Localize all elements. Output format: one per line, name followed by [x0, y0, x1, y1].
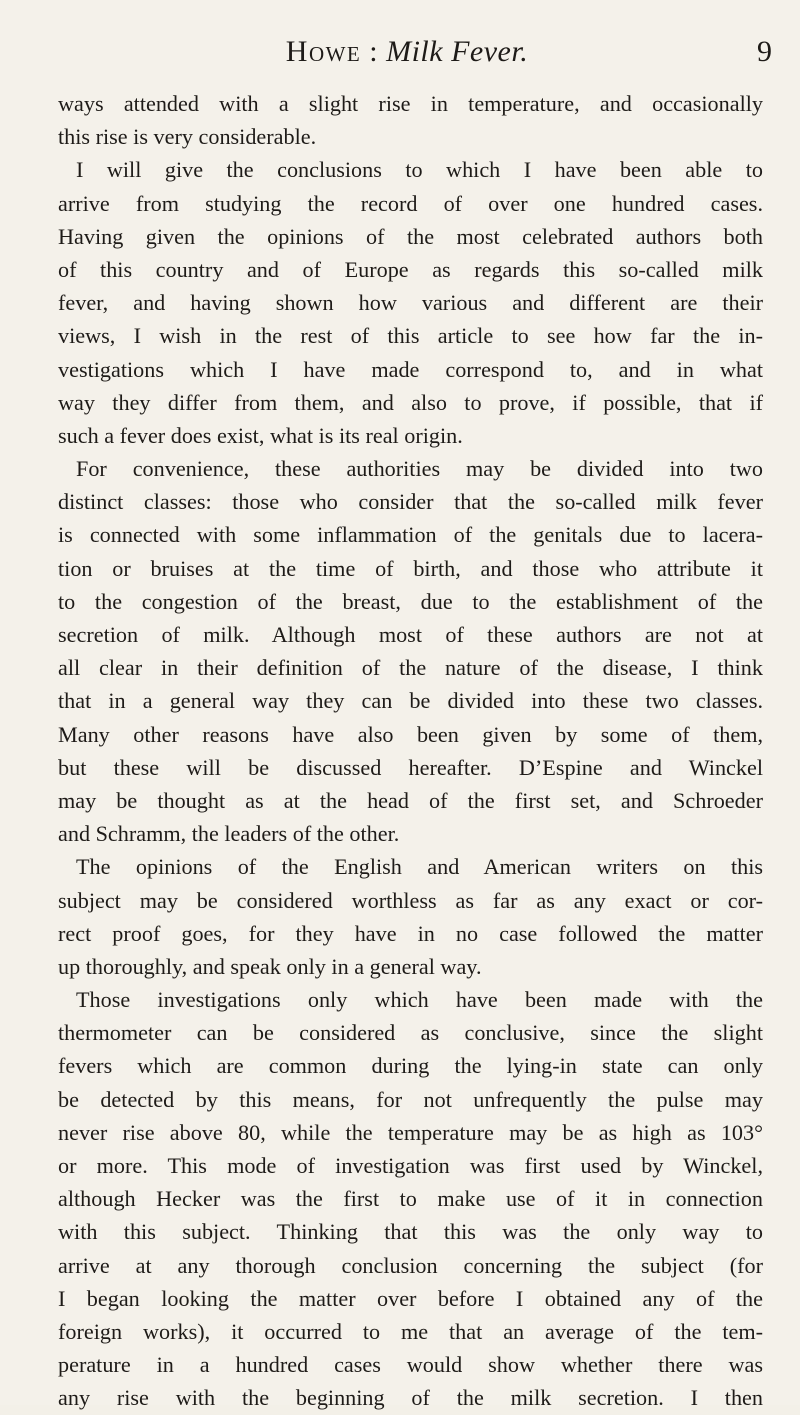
- text-line: Many other reasons have also been given by some of them,: [58, 721, 763, 747]
- text-line: The opinions of the English and American writers on this: [76, 854, 763, 880]
- text-line: thermometer can be considered as conclusive, since the slight: [58, 1020, 763, 1046]
- text-line: such a fever does exist, what is its real origin.: [58, 422, 463, 448]
- page-number: 9: [757, 35, 772, 68]
- text-line: perature in a hundred cases would show whether there was: [58, 1352, 763, 1378]
- text-line: or more. This mode of investigation was first used by Winckel,: [58, 1153, 763, 1178]
- text-line: that in a general way they can be divided into these two classes.: [58, 688, 763, 714]
- text-line: For convenience, these authorities may be divided into two: [76, 456, 763, 482]
- running-head-title: [0, 28, 800, 76]
- text-line: with this subject. Thinking that this was the only way to: [58, 1219, 763, 1245]
- text-line: Those investigations only which have been made with the: [76, 987, 763, 1013]
- text-line: all clear in their definition of the nature of the disease, I think: [58, 655, 763, 681]
- text-line: fever, and having shown how various and different are their: [58, 290, 763, 316]
- text-line: but these will be discussed hereafter. D’Espine and Winckel: [58, 754, 763, 780]
- text-line: arrive at any thorough conclusion concerning the subject (for: [58, 1252, 763, 1278]
- text-line: distinct classes: those who consider that the so-called milk fever: [58, 489, 763, 515]
- text-line: tion or bruises at the time of birth, and those who attribute it: [58, 555, 763, 581]
- text-line: this rise is very considerable.: [58, 124, 317, 150]
- text-line: up thoroughly, and speak only in a general way.: [58, 953, 482, 979]
- text-line: views, I wish in the rest of this article to see how far the in-: [58, 323, 763, 349]
- text-line: any rise with the beginning of the milk secretion. I then: [58, 1385, 763, 1411]
- text-line: be detected by this means, for not unfrequently the pulse may: [58, 1086, 763, 1112]
- text-line: never rise above 80, while the temperature may be as high as 103°: [58, 1119, 763, 1145]
- text-line: rect proof goes, for they have in no case followed the matter: [58, 920, 763, 946]
- text-line: subject may be considered worthless as far as any exact or cor-: [58, 887, 763, 913]
- text-line: of this country and of Europe as regards this so-called milk: [58, 256, 763, 282]
- running-head-article-title: Milk Fever.: [386, 35, 529, 68]
- text-line: I will give the conclusions to which I have been able to: [76, 157, 763, 183]
- text-line: and Schramm, the leaders of the other.: [58, 821, 400, 847]
- running-head: [0, 28, 800, 76]
- text-line: I began looking the matter over before I obtained any of the: [58, 1285, 763, 1311]
- body-text: [58, 87, 763, 1415]
- running-head-separator: :: [361, 35, 387, 68]
- text-line: to the congestion of the breast, due to the establishment of the: [58, 588, 763, 614]
- text-line: way they differ from them, and also to prove, if possible, that if: [58, 389, 763, 415]
- running-head-author: Howe: [285, 35, 362, 68]
- text-line: fevers which are common during the lying-in state can only: [58, 1053, 763, 1079]
- text-line: secretion of milk. Although most of these authors are not at: [58, 622, 763, 647]
- text-line: arrive from studying the record of over one hundred cases.: [58, 190, 763, 216]
- text-line: Having given the opinions of the most celebrated authors both: [58, 223, 763, 249]
- text-line: is connected with some inflammation of the genitals due to lacera-: [58, 522, 763, 548]
- text-line: may be thought as at the head of the first set, and Schroeder: [58, 787, 763, 813]
- text-line: although Hecker was the first to make use of it in connection: [58, 1186, 763, 1212]
- text-line: foreign works), it occurred to me that an average of the tem-: [58, 1318, 763, 1344]
- text-line: vestigations which I have made correspond to, and in what: [58, 356, 763, 382]
- text-line: ways attended with a slight rise in temperature, and occasionally: [58, 91, 763, 116]
